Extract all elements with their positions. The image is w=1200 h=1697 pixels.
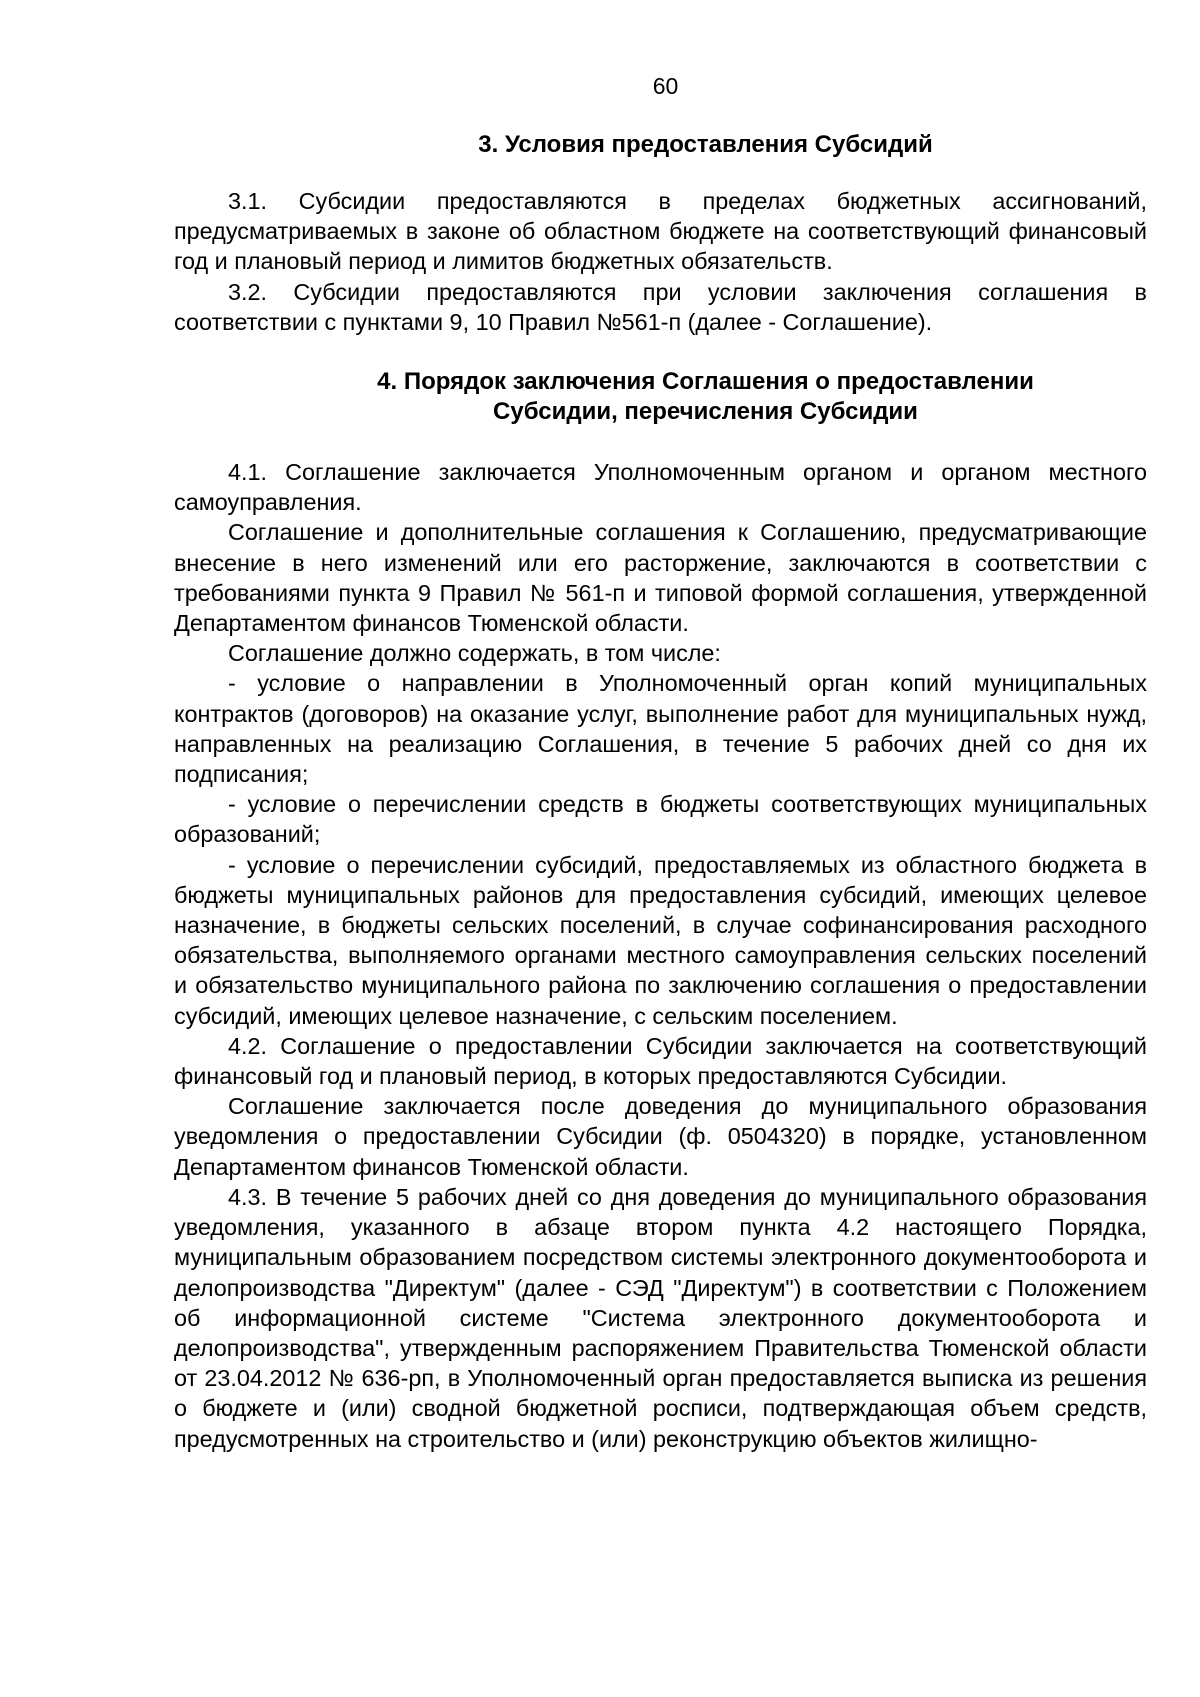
paragraph-4-2: 4.2. Соглашение о предоставлении Субсидии заключается на соответствующий финансовый год и плановый период, в которых предоставляются Субсидии.: [174, 1032, 1147, 1090]
section-4-heading: [174, 367, 1147, 427]
paragraph-3-2: 3.2. Субсидии предоставляются при условии заключения соглашения в соответствии с пунктами 9, 10 Правил №561-п (далее - Соглашение).: [174, 278, 1147, 335]
section-4-heading-line-1: 4. Порядок заключения Соглашения о предоставлении: [377, 368, 1034, 396]
section-3-heading: 3. Условия предоставления Субсидий: [478, 131, 933, 158]
paragraph-agreement-terms: Соглашение и дополнительные соглашения к Соглашению, предусматривающие внесение в него изменений или его расторжение, заключаются в соответствии с требованиями пункта 9 Правил № 561-п и типовой формой соглашения, утвержденной Департаментом финансов Тюменской области.: [174, 519, 1147, 637]
paragraph-3-1: 3.1. Субсидии предоставляются в пределах бюджетных ассигнований, предусматриваемых в законе об областном бюджете на соответствующий финансовый год и плановый период и лимитов бюджетных обязательств.: [174, 188, 1147, 275]
paragraph-notification: Соглашение заключается после доведения до муниципального образования уведомления о предоставлении Субсидии (ф. 0504320) в порядке, установленном Департаментом финансов Тюменской области.: [174, 1093, 1147, 1180]
list-item-subsidy-transfer-condition: - условие о перечислении субсидий, предоставляемых из областного бюджета в бюджеты муниципальных районов для предоставления субсидий, имеющих целевое назначение, в бюджеты сельских поселений, в случае софинансирования расходного обязательства, выполняемого органами местного самоуправления сельских поселений и обязательство муниципального района по заключению соглашения о предоставлении субсидий, имеющих целевое назначение, с сельским поселением.: [174, 851, 1147, 1029]
paragraph-agreement-contents: Соглашение должно содержать, в том числе:: [228, 640, 721, 667]
section-4-heading-line-2: Субсидии, перечисления Субсидии: [493, 398, 918, 426]
document-body: [174, 130, 1147, 1454]
paragraph-4-3: 4.3. В течение 5 рабочих дней со дня доведения до муниципального образования уведомления, указанного в абзаце втором пункта 4.2 настоящего Порядка, муниципальным образованием посредством системы электронного документооборота и делопроизводства "Директум" (далее - СЭД "Директум") в соответствии с Положением об информационной системе "Система электронного документооборота и делопроизводства", утвержденным распоряжением Правительства Тюменской области от 23.04.2012 № 636-рп, в Уполномоченный орган предоставляется выписка из решения о бюджете и (или) сводной бюджетной росписи, подтверждающая объем средств, предусмотренных на строительство и (или) реконструкцию объектов жилищно-: [174, 1183, 1147, 1452]
list-item-contracts-condition: - условие о направлении в Уполномоченный орган копий муниципальных контрактов (договоров) на оказание услуг, выполнение работ для муниципальных нужд, направленных на реализацию Соглашения, в течение 5 рабочих дней со дня их подписания;: [174, 670, 1147, 788]
list-item-transfer-condition: - условие о перечислении средств в бюджеты соответствующих муниципальных образований;: [174, 791, 1147, 848]
page-number: 60: [652, 73, 679, 99]
paragraph-4-1: 4.1. Соглашение заключается Уполномоченным органом и органом местного самоуправления.: [174, 459, 1147, 516]
